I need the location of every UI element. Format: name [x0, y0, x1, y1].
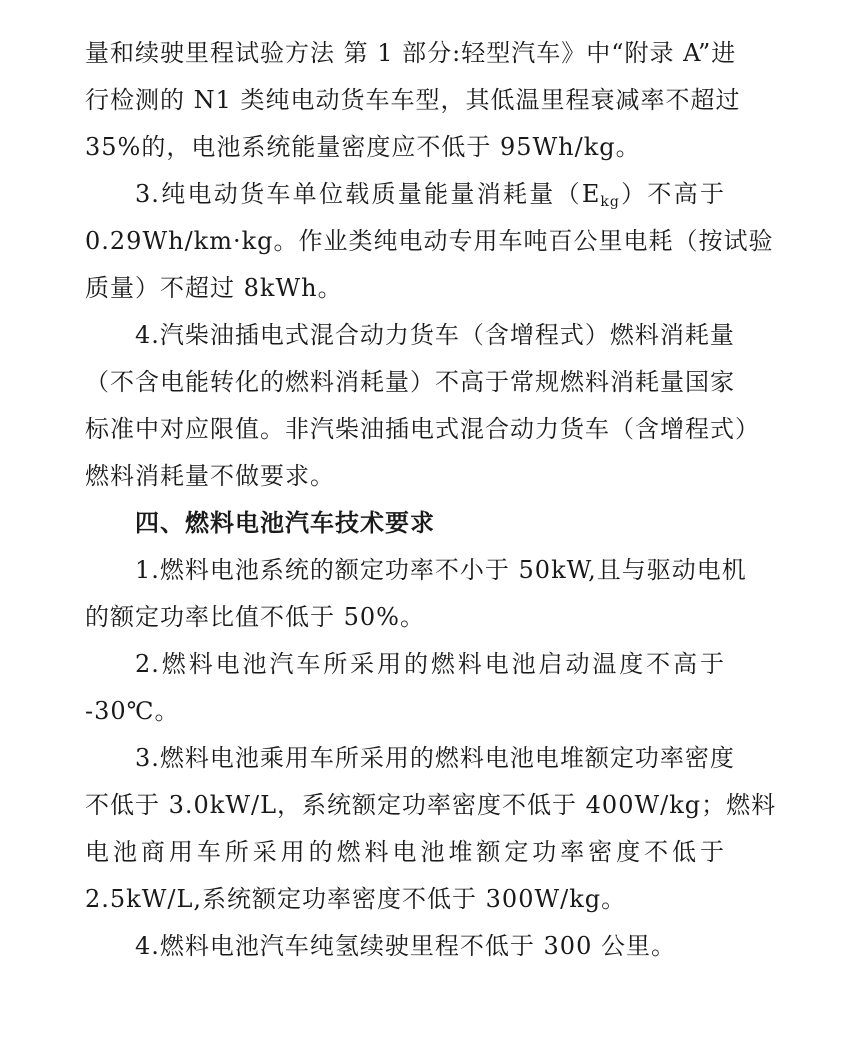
paragraph-item-4-phev-fuel — [85, 312, 760, 500]
text-segment: ）不高于 — [619, 180, 725, 208]
text-line: 1.燃料电池系统的额定功率不小于 50kW,且与驱动电机 — [135, 556, 747, 584]
text-line: 燃料消耗量不做要求。 — [85, 462, 335, 490]
paragraph-item-3-energy-consumption — [85, 171, 774, 312]
text-line: 不低于 3.0kW/L，系统额定功率密度不低于 400W/kg；燃料 — [85, 791, 777, 819]
section-item-1-rated-power — [85, 547, 747, 641]
section-item-2-start-temperature — [85, 641, 725, 735]
section-heading: 四、燃料电池汽车技术要求 — [135, 509, 435, 537]
document-page — [85, 30, 777, 970]
section-item-3-power-density — [85, 735, 777, 923]
text-line: 4.燃料电池汽车纯氢续驶里程不低于 300 公里。 — [135, 932, 676, 960]
text-line: 3.燃料电池乘用车所采用的燃料电池电堆额定功率密度 — [135, 744, 735, 772]
text-line: 35%的，电池系统能量密度应不低于 95Wh/kg。 — [85, 133, 641, 161]
subscript-kg: kg — [600, 194, 620, 210]
text-line: 电池商用车所采用的燃料电池堆额定功率密度不低于 — [85, 838, 725, 866]
text-line — [85, 171, 725, 218]
text-line: 2.5kW/L,系统额定功率密度不低于 300W/kg。 — [85, 885, 627, 913]
text-line: 0.29Wh/km·kg。作业类纯电动专用车吨百公里电耗（按试验 — [85, 227, 774, 255]
section-item-4-hydrogen-range — [85, 923, 725, 970]
text-line: 质量）不超过 8kWh。 — [85, 274, 343, 302]
text-segment: 3.纯电动货车单位载质量能量消耗量（E — [135, 180, 601, 208]
text-line: 行检测的 N1 类纯电动货车车型，其低温里程衰减率不超过 — [85, 86, 741, 114]
text-line: 4.汽柴油插电式混合动力货车（含增程式）燃料消耗量 — [135, 321, 735, 349]
text-line: 2.燃料电池汽车所采用的燃料电池启动温度不高于 — [135, 650, 725, 678]
text-line: 标准中对应限值。非汽柴油插电式混合动力货车（含增程式） — [85, 415, 760, 443]
text-line: （不含电能转化的燃料消耗量）不高于常规燃料消耗量国家 — [85, 368, 735, 396]
paragraph-intro-continuation — [85, 30, 741, 171]
text-line: 量和续驶里程试验方法 第 1 部分:轻型汽车》中“附录 A”进 — [85, 39, 737, 67]
text-line: 的额定功率比值不低于 50%。 — [85, 603, 425, 631]
text-line: -30℃。 — [85, 697, 180, 725]
